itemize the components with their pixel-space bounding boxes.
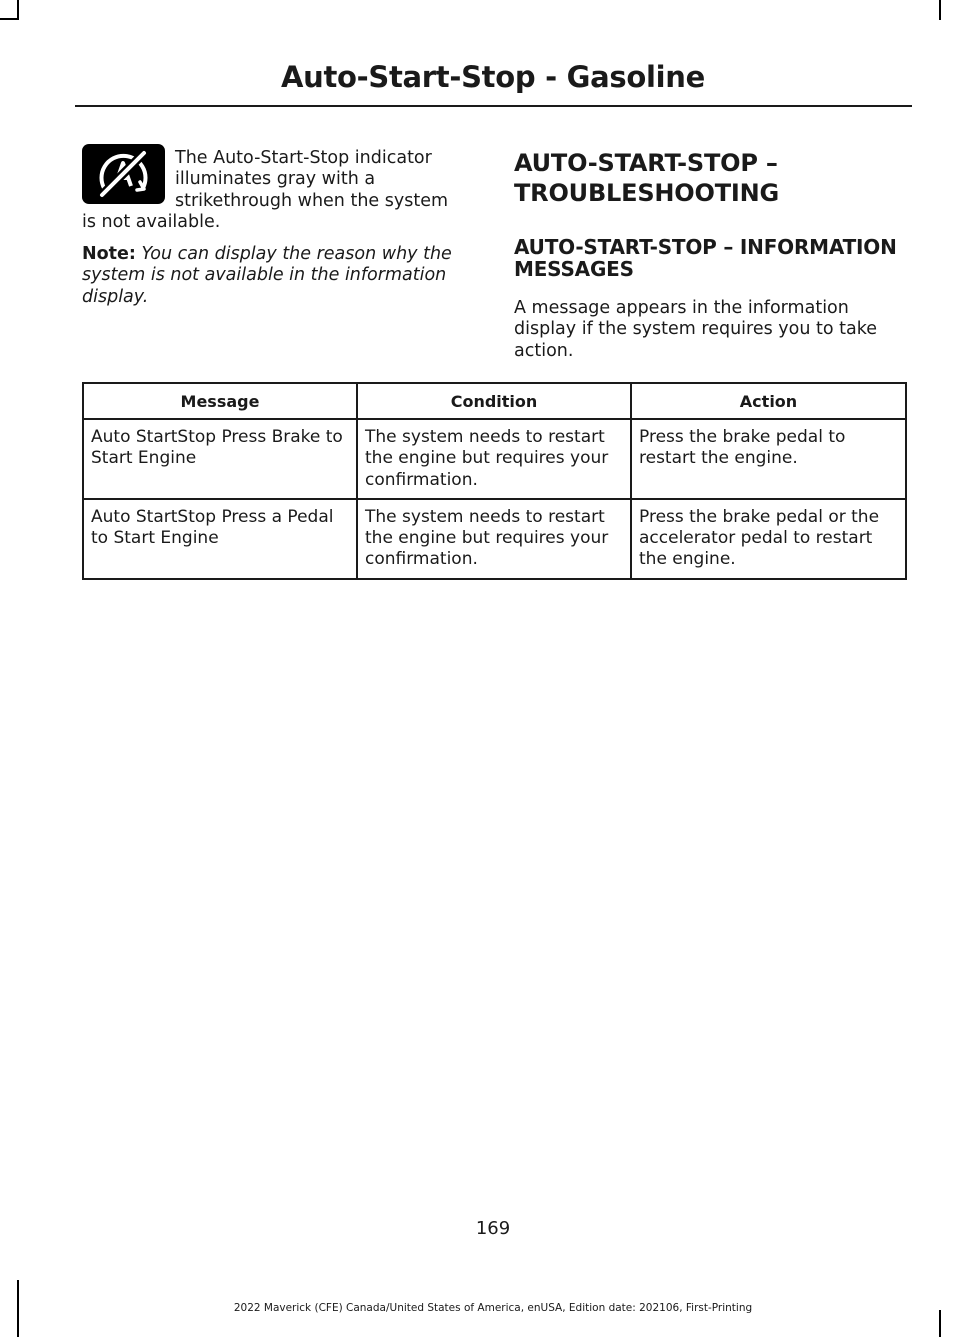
message-cell: Auto StartStop Press Brake to Start Engine — [83, 419, 357, 499]
note-label: Note: — [82, 244, 136, 264]
text-line: is not available. — [82, 212, 221, 232]
auto-start-stop-off-icon — [82, 144, 165, 204]
heading-line: AUTO-START-STOP – — [514, 149, 778, 177]
text-line: illuminates gray with a — [175, 169, 376, 190]
column-header-message: Message — [83, 383, 357, 419]
condition-cell: The system needs to restart the engine but requires your confirmation. — [357, 419, 631, 499]
heading-line: TROUBLESHOOTING — [514, 179, 779, 207]
table-row — [83, 419, 906, 499]
crop-mark — [0, 18, 19, 20]
column-header-condition: Condition — [357, 383, 631, 419]
page-title: Auto-Start-Stop - Gasoline — [280, 60, 706, 94]
section-heading — [514, 148, 914, 208]
crop-mark — [939, 1310, 941, 1337]
table-row — [83, 499, 906, 579]
indicator-description — [175, 148, 470, 212]
section-body: A message appears in the information display if the system requires you to take action. — [514, 298, 878, 361]
text-line: The Auto-Start-Stop indicator — [175, 148, 432, 168]
crop-mark — [17, 0, 19, 20]
page-number: 169 — [475, 1218, 511, 1239]
table-header-row — [83, 383, 906, 419]
action-cell: Press the brake pedal or the accelerator pedal to restart the engine. — [631, 499, 906, 579]
message-cell: Auto StartStop Press a Pedal to Start Engine — [83, 499, 357, 579]
messages-table — [82, 382, 907, 580]
footer-edition: 2022 Maverick (CFE) Canada/United States of America, enUSA, Edition date: 202106, First-Printing — [233, 1302, 753, 1314]
title-rule — [75, 105, 912, 107]
crop-mark — [939, 0, 941, 20]
text-line: strikethrough when the system — [175, 190, 449, 211]
condition-cell: The system needs to restart the engine but requires your confirmation. — [357, 499, 631, 579]
note — [82, 244, 477, 308]
section-subheading: AUTO-START-STOP – INFORMATION MESSAGES — [514, 235, 897, 281]
note-text: You can display the reason why the system is not available in the information display. — [82, 244, 452, 307]
action-cell: Press the brake pedal to restart the engine. — [631, 419, 906, 499]
column-header-action: Action — [631, 383, 906, 419]
